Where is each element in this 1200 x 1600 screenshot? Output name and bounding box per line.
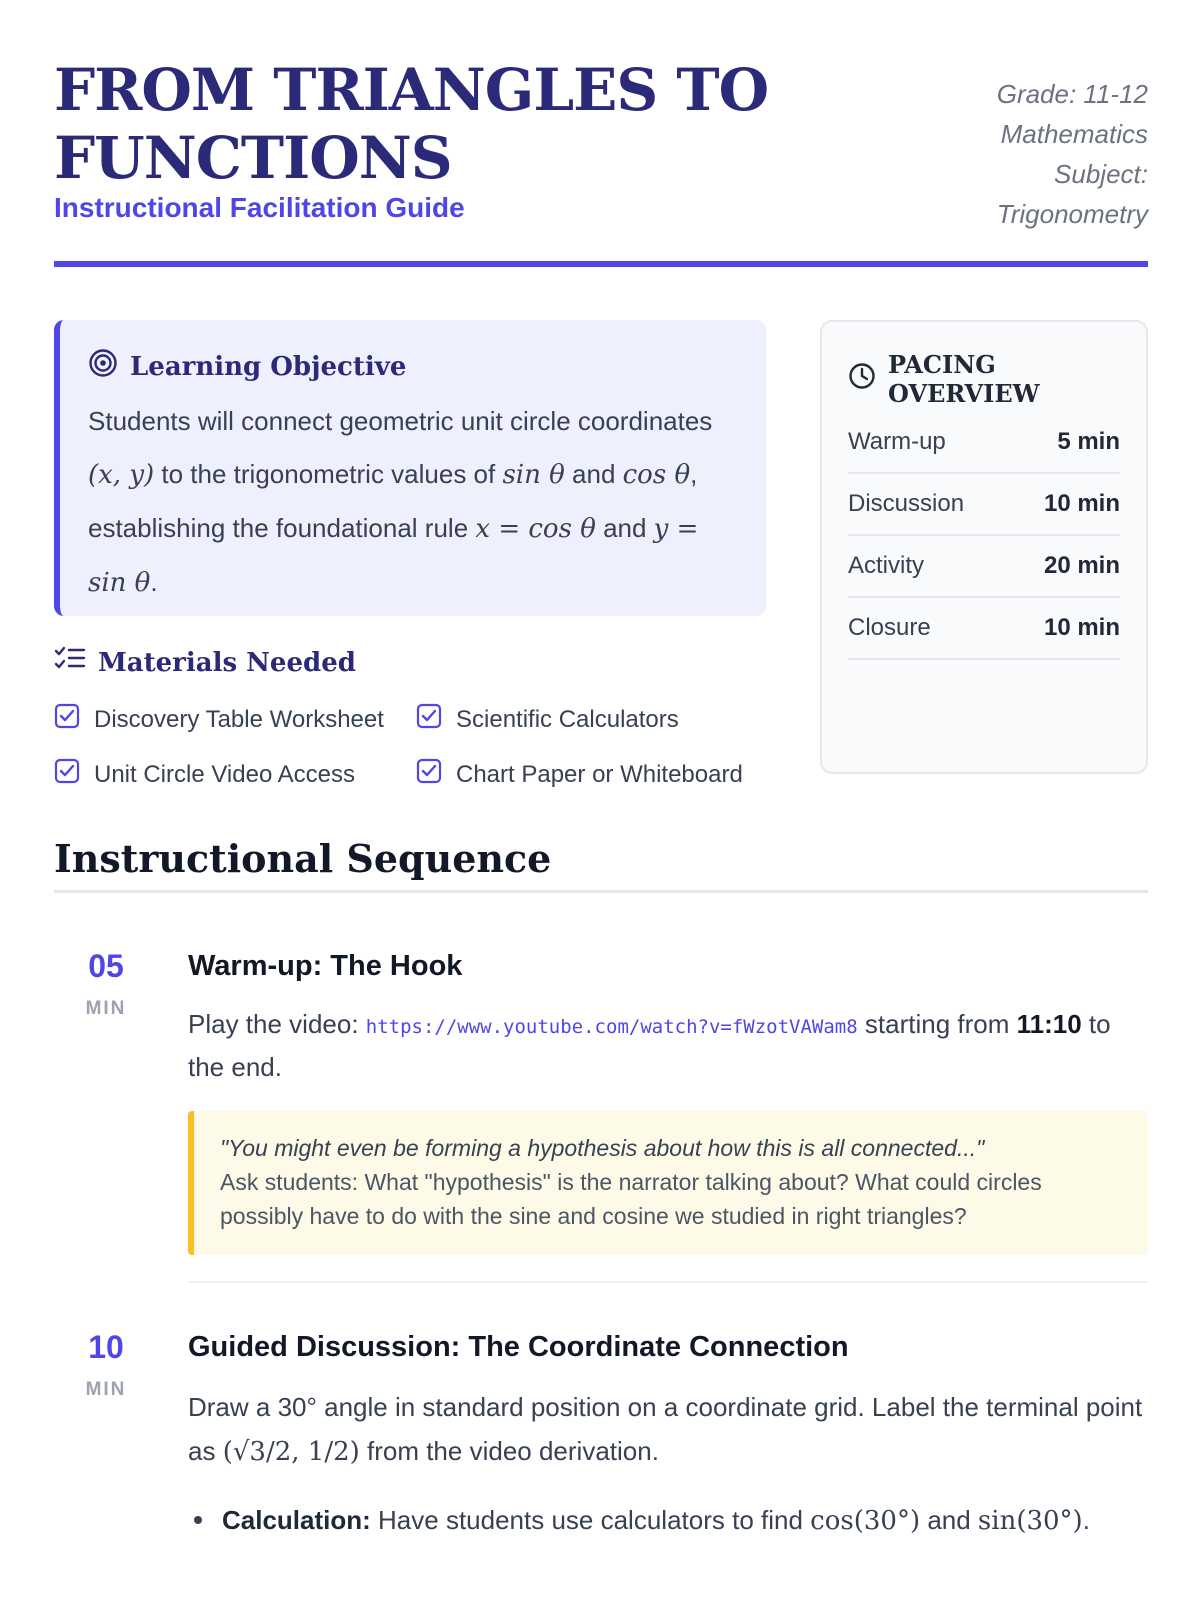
checkbox-checked-icon [54,758,80,791]
course-meta [888,74,1148,234]
page-title: FROM TRIANGLES TO FUNCTIONS [54,56,769,192]
material-item [416,758,776,791]
meta-line: Trigonometry [996,199,1148,229]
objective-text-part: , establishing the foundational rule [88,459,698,543]
math-terminal-point: (√3/2, 1/2) [222,1437,360,1467]
materials-heading [54,644,814,681]
material-label: Chart Paper or Whiteboard [456,760,743,788]
meta-line: Subject: [1054,159,1148,189]
step-text-part: to the end. [188,1009,1111,1082]
quote-callout [188,1111,1148,1255]
meta-line: Grade: 11-12 [996,79,1148,109]
material-item [416,703,776,736]
pacing-row [848,536,1120,598]
material-label: Scientific Calculators [456,705,679,733]
materials-heading-label: Materials Needed [98,647,356,678]
pacing-heading [848,350,1120,408]
target-icon [88,348,118,385]
pacing-duration: 10 min [1043,490,1120,517]
math-xy: (x, y) [88,460,155,490]
step-body [188,946,1148,1283]
bullet-label: Calculation: [222,1505,371,1535]
step-text-part: Draw a 30° angle in standard position on a coordinate grid. Label the terminal point as [188,1392,1143,1466]
math-rule-x: x = cos θ [475,514,596,544]
objective-heading [88,348,738,385]
list-item [188,1496,1148,1545]
lesson-page [54,0,1148,1600]
checklist-icon [54,644,86,681]
bullet-text-part: . [1082,1505,1090,1535]
discussion-prompt: Ask students: What "hypothesis" is the narrator talking about? What could circles possibly have to do with the sine and cosine we studied in right triangles? [220,1169,1042,1229]
meta-line: Mathematics [1000,119,1148,149]
sequence-divider [54,890,1148,893]
page-subtitle: Instructional Facilitation Guide [54,192,465,223]
narrator-quote: "You might even be forming a hypothesis about how this is all connected..." [220,1135,985,1161]
pacing-row [848,412,1120,474]
step-unit: MIN [85,998,127,1019]
step-text-part: from the video derivation. [359,1436,659,1466]
objective-text-part: Students will connect geometric unit circle coordinates [88,406,713,436]
step-unit: MIN [85,1379,127,1400]
step-text-part: Play the video: [188,1009,366,1039]
objective-text-part: to the trigonometric values of [154,459,503,489]
material-label: Unit Circle Video Access [94,760,355,788]
step-bullet-list [188,1496,1148,1545]
pacing-phase: Activity [848,552,925,579]
math-sin: sin θ [502,460,565,490]
step-minutes: 10 [88,1329,124,1365]
video-start-time: 11:10 [1016,1009,1082,1039]
math-cos: cos θ [622,460,691,490]
step-duration [54,946,158,1020]
pacing-phase: Discussion [848,490,965,517]
math-cos-30: cos(30°) [810,1506,921,1536]
step-minutes: 05 [88,948,124,984]
checkbox-checked-icon [54,703,80,736]
checkbox-checked-icon [416,758,442,791]
objective-text [88,395,738,610]
pacing-duration: 10 min [1043,614,1120,641]
objective-text-part: and [595,513,654,543]
materials-section [54,644,814,791]
learning-objective-box [54,320,766,616]
objective-text-part: and [564,459,623,489]
pacing-duration: 5 min [1057,428,1120,455]
material-item [54,703,416,736]
math-sin-30: sin(30°) [977,1506,1083,1536]
pacing-list [848,412,1120,660]
sequence-heading: Instructional Sequence [54,836,552,881]
pacing-phase: Warm-up [848,428,946,455]
bullet-text-part: Have students use calculators to find [370,1505,811,1535]
video-link[interactable]: https://www.youtube.com/watch?v=fWzotVAWam8 [365,1016,858,1038]
objective-text-part: . [150,567,158,597]
objective-heading-label: Learning Objective [130,351,407,382]
step-body [188,1327,1148,1545]
pacing-row [848,474,1120,536]
material-item [54,758,416,791]
pacing-row [848,598,1120,660]
math-rule-y: y = sin θ [88,514,699,598]
step-duration [54,1327,158,1401]
pacing-heading-label: PACING OVERVIEW [888,350,1040,408]
pacing-phase: Closure [848,614,931,641]
materials-list [54,703,814,791]
step-text-part: starting from [857,1009,1017,1039]
step-divider [188,1281,1148,1283]
header-divider [54,261,1148,267]
step-title: Guided Discussion: The Coordinate Connection [188,1331,849,1363]
checkbox-checked-icon [416,703,442,736]
step-title: Warm-up: The Hook [188,950,463,982]
pacing-overview-card [820,320,1148,774]
step-text [188,1004,1148,1087]
step-text [188,1385,1148,1474]
clock-icon [848,362,876,396]
material-label: Discovery Table Worksheet [94,705,384,733]
pacing-duration: 20 min [1043,552,1120,579]
bullet-text-part: and [920,1505,978,1535]
page-header [54,56,1148,266]
